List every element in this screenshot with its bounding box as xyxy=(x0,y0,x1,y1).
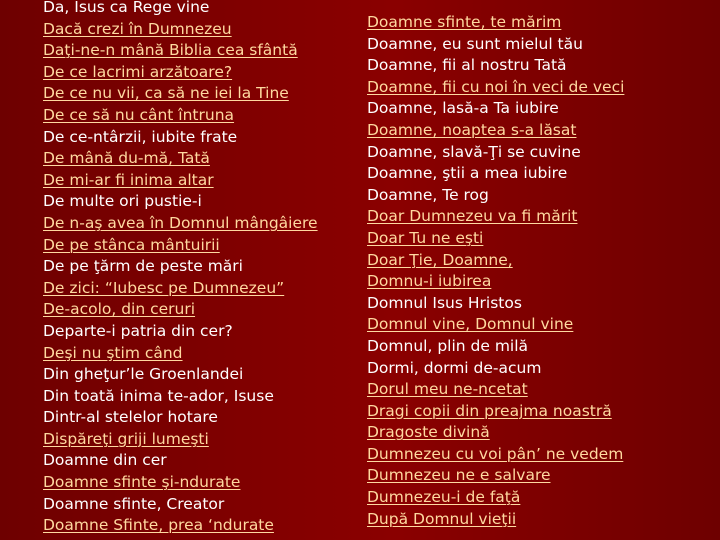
song-link[interactable]: Doamne Sfinte, prea ‘ndurate xyxy=(43,516,274,535)
song-title: Da, Isus ca Rege vine xyxy=(43,0,210,16)
song-link[interactable]: Doar Tu ne eşti xyxy=(367,228,484,247)
song-title: Din gheţur’le Groenlandei xyxy=(43,365,244,384)
song-title: De pe ţărm de peste mări xyxy=(43,257,243,276)
song-link[interactable]: Deşi nu ştim când xyxy=(43,343,183,362)
song-link[interactable]: Domnu-i iubirea xyxy=(367,272,492,291)
song-title: Doamne, slavă-Ţi se cuvine xyxy=(367,142,581,161)
song-title: Doamne sfinte, Creator xyxy=(43,494,225,513)
song-link[interactable]: De mi-ar fi inima altar xyxy=(43,170,214,189)
song-title: Departe-i patria din cer? xyxy=(43,321,233,340)
song-link[interactable]: Dragi copii din preajma noastră xyxy=(367,401,612,420)
song-link[interactable]: Doamne sfinte, te mărim xyxy=(367,13,562,31)
song-link[interactable]: De mână du-mă, Tată xyxy=(43,149,210,168)
song-title: Domnul, plin de milă xyxy=(367,336,529,355)
song-title: De ce-ntârzii, iubite frate xyxy=(43,127,238,146)
song-link[interactable]: Dumnezeu cu voi pân’ ne vedem xyxy=(367,444,624,463)
song-link[interactable]: De zici: “Iubesc pe Dumnezeu” xyxy=(43,278,285,297)
song-link[interactable]: De ce lacrimi arzătoare? xyxy=(43,62,233,81)
song-link[interactable]: Dorul meu ne-ncetat xyxy=(367,380,528,399)
song-title: De multe ori pustie-i xyxy=(43,192,202,211)
song-title: Doamne, fii al nostru Tată xyxy=(367,56,567,75)
song-link[interactable]: Doar Dumnezeu va fi mărit xyxy=(367,207,578,226)
song-link[interactable]: Doamne, fii cu noi în veci de veci xyxy=(367,77,625,96)
song-title: Doamne, lasă-a Ta iubire xyxy=(367,99,559,118)
left-song-list xyxy=(43,0,318,537)
song-title: Din toată inima te-ador, Isuse xyxy=(43,386,274,405)
song-title: Dintr-al stelelor hotare xyxy=(43,408,218,427)
song-link[interactable]: Doamne sfinte şi-ndurate xyxy=(43,473,241,492)
song-link[interactable]: Dumnezeu ne e salvare xyxy=(367,466,551,485)
song-link[interactable]: Dumnezeu-i de faţă xyxy=(367,488,521,507)
song-title: Doamne, eu sunt mielul tău xyxy=(367,34,583,53)
song-link[interactable]: Doamne, noaptea s-a lăsat xyxy=(367,120,577,139)
song-title: Doamne din cer xyxy=(43,451,167,470)
song-link[interactable]: De ce nu vii, ca să ne iei la Tine xyxy=(43,84,289,103)
song-link[interactable]: Domnul vine, Domnul vine xyxy=(367,315,574,334)
song-link[interactable]: Daţi-ne-n mână Biblia cea sfântă xyxy=(43,41,298,60)
song-link[interactable]: De ce să nu cânt întruna xyxy=(43,105,235,124)
song-link[interactable]: Doar Ţie, Doamne, xyxy=(367,250,513,269)
song-title: Doamne, Te rog xyxy=(367,185,489,204)
song-link[interactable]: După Domnul vieţii xyxy=(367,509,517,528)
song-link[interactable]: Dacă crezi în Dumnezeu xyxy=(43,19,232,38)
song-title: Domnul Isus Hristos xyxy=(367,293,522,312)
song-title: Doamne, ştii a mea iubire xyxy=(367,164,568,183)
song-link[interactable]: De pe stânca mântuirii xyxy=(43,235,220,254)
song-link[interactable]: De n-aş avea în Domnul mângâiere xyxy=(43,213,318,232)
song-title: Dormi, dormi de-acum xyxy=(367,358,542,377)
song-link[interactable]: De-acolo, din ceruri xyxy=(43,300,196,319)
song-link[interactable]: Dragoste divină xyxy=(367,423,490,442)
right-song-list xyxy=(367,12,624,530)
song-link[interactable]: Dispăreţi griji lumeşti xyxy=(43,429,209,448)
